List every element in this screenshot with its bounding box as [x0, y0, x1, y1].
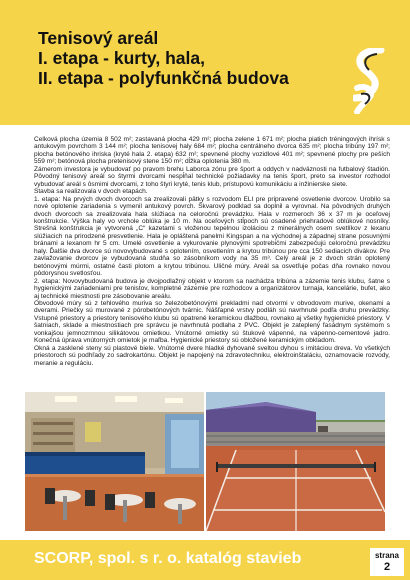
footer-title: SCORP, spol. s r. o. katalóg stavieb	[34, 550, 302, 567]
paragraph: Obvodové múry sú z tehlového muriva so železobetónovými prekladmi nad otvormi v obvodovom murive, okenami a dverami. Priečky sú murované z pórobetónových tvárnic. Nášľapné vrstvy podláh sú navrhnuté podľa druhu prevádzky. Vstupné priestory a priestory tenisového klubu sú opatrené keramickou dlažbou, rovnako aj všetky hygienické priestory. V šatniach, sklade a miestnostiach pre správcu je navrhnutá podlaha z PVC. Objekt je zateplený fasádnym systémom s vonkajšou jemnozrnnou silikátovou omietkou. Vnútorné omietky sú štukové vápenné, na vápenno-cementové jadro. Konečná úprava vnútorných omietok je maľba. Hygienické priestory sú obložené keramickým obkladom.	[34, 299, 390, 345]
paragraph: 2. etapa: Novovybudovaná budova je dvojpodlažný objekt v ktorom sa nachádza tribúna a zázemie tenis klubu, šatne s hygienickými zariadeniami pre tenistov, kompletné zázemie pre rozhodcov a organizátorov turnaja, kancelárie, bufet, ako aj technické miestnosti pre zásobovanie areálu.	[34, 277, 390, 300]
title-line-2: I. etapa - kurty, hala,	[38, 48, 205, 68]
paragraph: 1. etapa: Na prvých dvoch dvorcoch sa zrealizovali pätky s rozvodom ELI pre pripravené osvetlenie dvorcov. Urobilo sa nové oplotenie zariadenia s vymenil antukový povrch. Škvarový podklad sa doplnil a vyrovnal. Na pôvodných druhých dvoch dvorcoch sa zrealizovala hala slúžiaca na celoročnú prevádzku. Hala v rozmeroch 36 x 37 m je oceľovej konštrukcie. Výška haly vo vrchole oblúka je 10 m. Na oceľových stĺpoch sú osadené priehradové oblúkové nosníky. Strešná konštrukcia je vytvorená „C“ kazetami s vloženou tepelnou izoláciou z minerálnych osem svetlíkov z lexanu slúžiacich na prirodzené presvetlenie. Hala je opláštená panelmi Kingspan a na východnej a západnej strane posuvnými bránami a lexanom hr 5 cm. Umelé osvetlenie a vykurovanie plynovými spotrebičmi zabezpečujú celoročnú prevádzku haly. Ďalšie dva dvorce sú novovybudované s oplotením, osvetlením a krytou tribúnou pre cca 150 sediacich divákov. Pre zavlažovanie dvorcov je vybudovaná studňa so zásobníkom vody na 35 m³. Celý areál je z dvoch strán oplotený betónovými múrmi, ostatné časti plotom a krytou tribúnou. Uličné múry. Areál sa osvetľuje počas dňa rovnako novou pôdorysnou svetlosťou.	[34, 195, 390, 278]
bar-interior-photo	[25, 392, 204, 531]
tennis-courts-photo	[206, 392, 385, 531]
page-number: 2	[383, 561, 391, 573]
paragraph: Stavba sa realizovala v dvoch etapách.	[34, 188, 148, 196]
title-line-1: Tenisový areál	[38, 28, 159, 48]
paragraph: Okná a zasklené steny sú plastové biele. Vnútorné dvere hladké dyhované sveltou dyhou s imitáciou dreva. Vo všetkých priestoroch sú podhľady zo sadrokartónu. Objekt je napojený na zdravotechniku, elektroinštaláciu, oznamovacie rozvody, meranie a reguláciu.	[34, 344, 390, 367]
title-line-3: II. etapa - polyfunkčná budova	[38, 68, 289, 88]
paragraph: Celková plocha územia 8 502 m²; zastavaná plocha 429 m²; plocha zelene 1 671 m²; plocha piatich tréningových ihrísk s antukovým povrchom 3 144 m²; plocha tenisovej haly 684 m²; plocha centrálneho dvorca 635 m²; plocha tribúny 197 m²; plocha betónového ihriska (kryté hala 2. etapa) 632 m²; spevnené plochy vozidlové 401 m²; spevnené plochy pre peších 559 m²; betónová plocha pretenisový stene 150 m²; dĺžka oplotenia 380 m.	[34, 136, 390, 166]
body-text	[34, 136, 390, 380]
scorp-s-logo-icon	[353, 48, 385, 114]
page-number-box	[370, 548, 404, 576]
page-label: strana	[374, 551, 399, 560]
paragraph: Zámerom investora je vybudovať po pravom brehu Laborca zónu pre šport a oddych v nadväznosti na futbalový štadión. Pôvodný tenisový areál so štyrmi dvorcami nespĺňal technické požiadavky na tenis šport, preto sa investor rozhodol vybudovať areál s ôsmimi dvorcami, z toho štyri kryté, tenis klub, prístupovú komunikáciu a inžinierske siete.	[34, 165, 390, 188]
page-title	[38, 28, 338, 88]
